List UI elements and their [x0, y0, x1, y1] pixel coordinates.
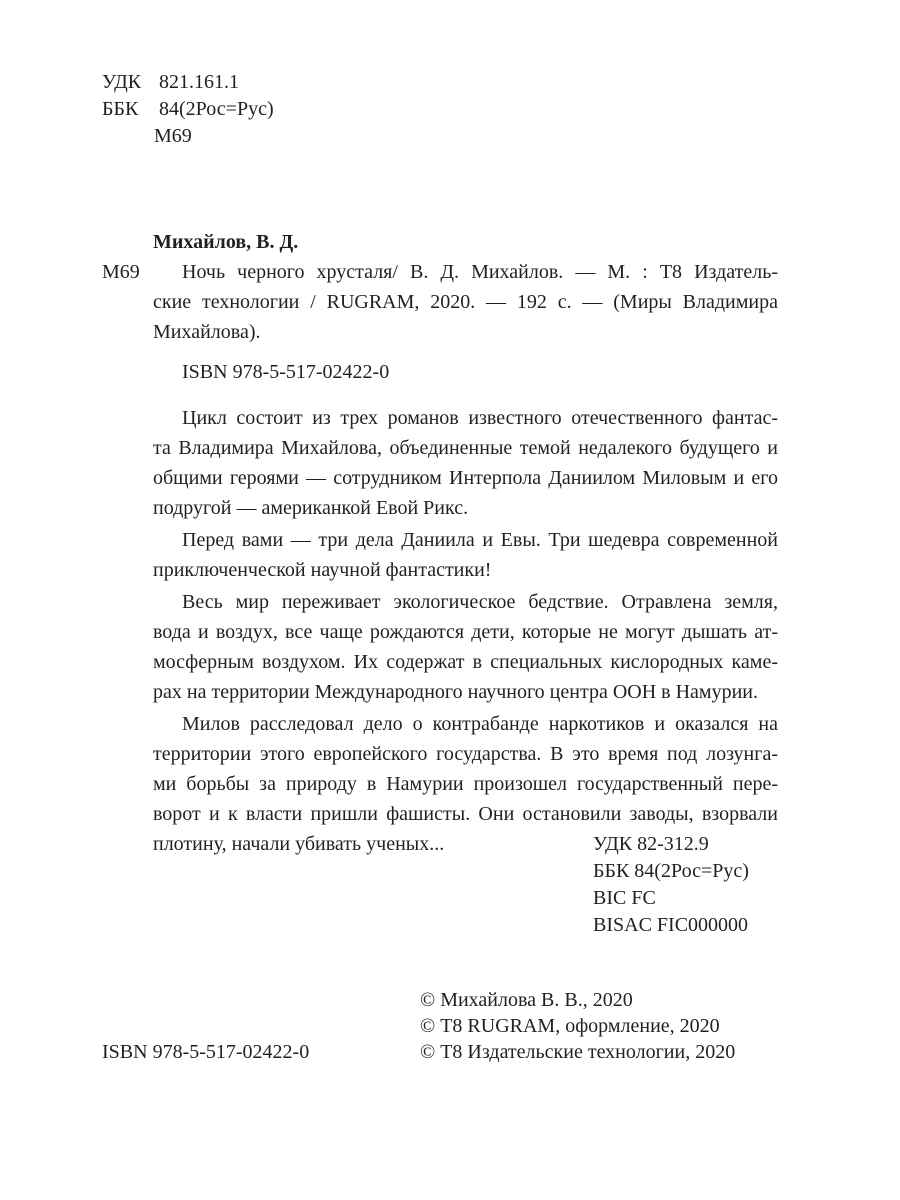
text-line: Перед вами — три дела Даниила и Евы. Три шедевра современной — [182, 529, 778, 551]
bic-code: BIC FC — [593, 887, 656, 909]
text-line: ворот и к власти пришли фашисты. Они остановили заводы, взорвали — [153, 803, 778, 825]
isbn-footer: ISBN 978-5-517-02422-0 — [102, 1041, 310, 1063]
annotation-paragraph — [153, 403, 778, 523]
udk-bottom: УДК 82-312.9 — [593, 833, 709, 855]
bbk-row — [102, 97, 274, 121]
entry-description — [153, 257, 778, 347]
text-line: мосферным воздухом. Их содержат в специальных кислородных каме- — [153, 651, 778, 673]
annotation — [153, 403, 778, 859]
text-line: плотину, начали убивать ученых... — [153, 833, 445, 855]
text-line: та Владимира Михайлова, объединенные темой недалекого будущего и — [153, 437, 778, 459]
annotation-paragraph — [153, 587, 778, 707]
udk-label: УДК — [102, 71, 142, 93]
author-heading: Михайлов, В. Д. — [153, 231, 299, 253]
text-line: Весь мир переживает экологическое бедствие. Отравлена земля, — [182, 591, 778, 613]
text-line: приключенческой научной фантастики! — [153, 559, 492, 581]
author-mark: М69 — [102, 261, 140, 283]
entry-line: Ночь черного хрусталя/ В. Д. Михайлов. — М. : Т8 Издатель- — [182, 261, 778, 283]
isbn-entry: ISBN 978-5-517-02422-0 — [182, 361, 390, 383]
entry-line: Михайлова). — [153, 321, 261, 343]
copyright-line: © Т8 Издательские технологии, 2020 — [420, 1041, 736, 1063]
copyright-line: © Т8 RUGRAM, оформление, 2020 — [420, 1015, 720, 1037]
author-mark-top: М69 — [154, 125, 192, 147]
text-line: вода и воздух, все чаще рождаются дети, которые не могут дышать ат- — [153, 621, 778, 643]
entry-line: ские технологии / RUGRAM, 2020. — 192 с. — (Миры Владимира — [153, 291, 778, 313]
text-line: подругой — американкой Евой Рикс. — [153, 497, 469, 519]
udk-row — [102, 70, 239, 94]
copyright-line: © Михайлова В. В., 2020 — [420, 989, 633, 1011]
bbk-label: ББК — [102, 98, 139, 120]
udk-value: 821.161.1 — [159, 71, 239, 93]
text-line: Милов расследовал дело о контрабанде наркотиков и оказался на — [182, 713, 778, 735]
text-line: рах на территории Международного научного центра ООН в Намурии. — [153, 681, 758, 703]
text-line: территории этого европейского государства. В это время под лозунга- — [153, 743, 778, 765]
bbk-value: 84(2Рос=Рус) — [159, 98, 274, 120]
bisac-code: BISAC FIC000000 — [593, 914, 749, 936]
text-line: Цикл состоит из трех романов известного отечественного фантас- — [182, 407, 778, 429]
text-line: ми борьбы за природу в Намурии произошел государственный пере- — [153, 773, 778, 795]
text-line: общими героями — сотрудником Интерпола Даниилом Миловым и его — [153, 467, 778, 489]
annotation-paragraph — [153, 525, 778, 585]
bbk-bottom: ББК 84(2Рос=Рус) — [593, 860, 749, 882]
